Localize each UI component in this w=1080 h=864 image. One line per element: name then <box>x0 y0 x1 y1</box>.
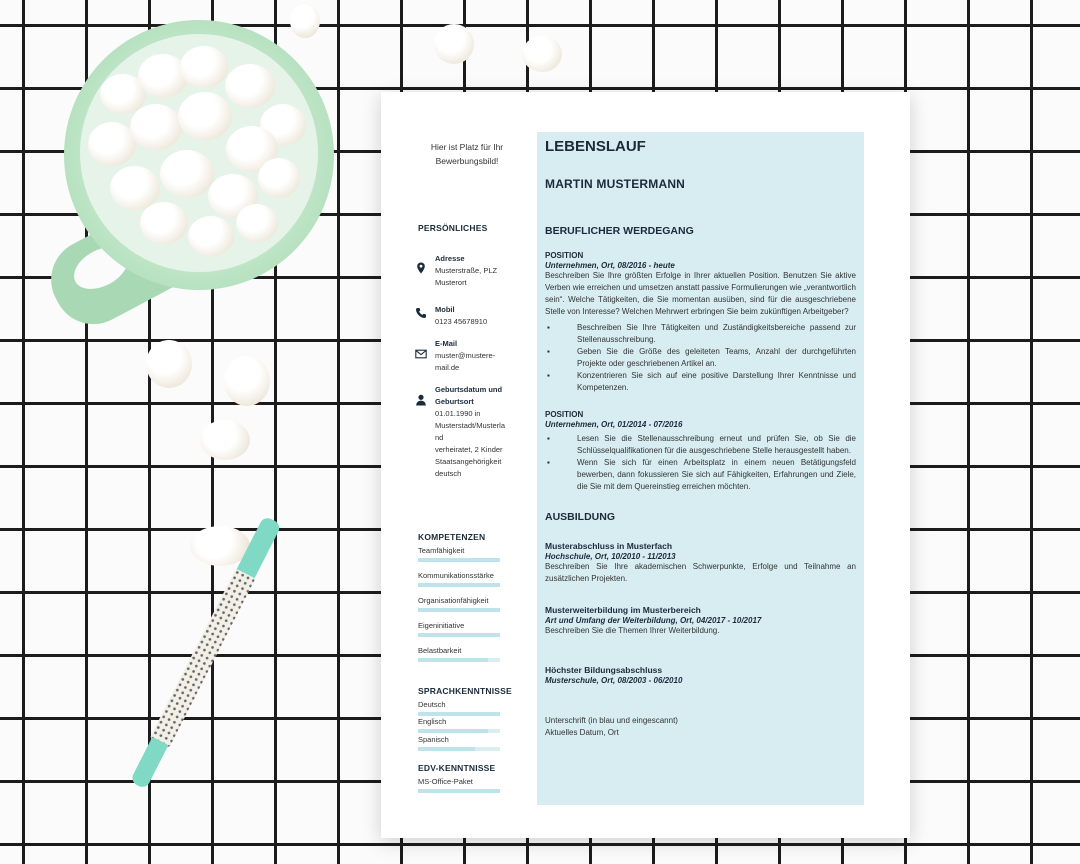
phone-block <box>435 304 525 328</box>
birth-line: verheiratet, 2 Kinder <box>435 445 503 454</box>
email-label: E-Mail <box>435 339 458 348</box>
education-title: Höchster Bildungsabschluss <box>545 665 663 675</box>
language-label: Englisch <box>418 717 447 726</box>
signature-line: Unterschrift (in blau und eingescannt) <box>545 716 678 725</box>
popcorn-piece <box>522 36 562 72</box>
skill-item <box>418 546 502 562</box>
job-bullet: ▪ Lesen Sie die Stellenausschreibung erneut und prüfen Sie, ob Sie die Schlüsselqualifikationen für die ausgeschriebene Stelle herausgestellt haben. <box>545 433 856 457</box>
education-section-title: AUSBILDUNG <box>545 511 615 523</box>
education-description: Beschreiben Sie Ihre akademischen Schwerpunkte, Erfolge und Teilnahme an zusätzlichen Projekten. <box>545 562 856 583</box>
job-bullet: ▪ Wenn Sie sich für einen Arbeitsplatz in einem neuen Betätigungsfeld bewerben, dann fokussieren Sie sich auf Fähigkeiten, Erfahrungen und Ziele, die Sie mit dem Quereinstieg erreichen möchten. <box>545 457 856 493</box>
birth-line: nd <box>435 433 444 442</box>
language-bar <box>418 729 500 733</box>
languages-section-title: SPRACHKENNTNISSE <box>418 686 512 696</box>
language-bar <box>418 712 500 716</box>
address-label: Adresse <box>435 254 465 263</box>
job-bullets <box>545 322 856 394</box>
skill-label: Eigeninitiative <box>418 621 465 630</box>
language-label: Spanisch <box>418 735 449 744</box>
popcorn-piece <box>290 4 320 38</box>
date-line: Aktuelles Datum, Ort <box>545 728 619 737</box>
job-description: Beschreiben Sie Ihre größten Erfolge in Ihrer aktuellen Position. Benutzen Sie aktive Verben wie erreichen und umsetzen anstatt passive Formulierungen wie „verantwortlich sein“. Welche Tätigkeiten, die Sie momentan ausüben, sind für die ausgeschriebene Stelle von Interesse? Welchen Mehrwert erbringen Sie beim zukünftigen Arbeitgeber? <box>545 271 856 316</box>
skill-item <box>418 646 502 662</box>
birth-label: Geburtsort <box>435 397 474 406</box>
birth-line: 01.01.1990 in <box>435 409 481 418</box>
address-line: Musterstraße, PLZ <box>435 266 498 275</box>
job-position: POSITION <box>545 410 584 419</box>
email-line: mail.de <box>435 363 460 372</box>
skill-item <box>418 571 502 587</box>
birth-line: Musterstadt/Musterla <box>435 421 506 430</box>
skill-bar <box>418 658 500 662</box>
education-meta: Musterschule, Ort, 08/2003 - 06/2010 <box>545 676 683 685</box>
popcorn-piece <box>200 420 250 460</box>
education-description: Beschreiben Sie die Themen Ihrer Weiterbildung. <box>545 626 720 635</box>
resume-page <box>381 92 910 838</box>
birth-line: deutsch <box>435 469 462 478</box>
job-position: POSITION <box>545 251 584 260</box>
skills-section-title: KOMPETENZEN <box>418 532 486 542</box>
language-item <box>418 717 502 733</box>
it-skill-label: MS-Office-Paket <box>418 777 473 786</box>
it-section-title: EDV-KENNTNISSE <box>418 763 496 773</box>
address-block <box>435 253 525 289</box>
job-bullet: ▪ Geben Sie die Größe des geleiteten Teams, Anzahl der durchgeführten Projekte oder geschriebenen Artikel an. <box>545 346 856 370</box>
it-skill-bar <box>418 789 500 793</box>
popcorn-bowl-contents <box>80 34 318 272</box>
skill-label: Organisationfähigkeit <box>418 596 489 605</box>
job-meta: Unternehmen, Ort, 01/2014 - 07/2016 <box>545 420 683 429</box>
photo-placeholder: Hier ist Platz für Ihr Bewerbungsbild! <box>430 142 504 166</box>
education-title: Musterweiterbildung im Musterbereich <box>545 605 701 615</box>
phone-label: Mobil <box>435 305 455 314</box>
language-label: Deutsch <box>418 700 446 709</box>
skill-bar <box>418 583 500 587</box>
job-bullet: ▪ Beschreiben Sie Ihre Tätigkeiten und Zuständigkeitsbereiche passend zur Stellenausschreibung. <box>545 322 856 346</box>
birth-label: Geburtsdatum und <box>435 385 503 394</box>
email-block <box>435 338 525 374</box>
envelope-icon <box>415 348 427 360</box>
it-skill-item <box>418 777 502 793</box>
popcorn-piece <box>224 356 270 406</box>
education-title: Musterabschluss in Musterfach <box>545 541 673 551</box>
career-section-title: BERUFLICHER WERDEGANG <box>545 225 694 237</box>
skill-label: Teamfähigkeit <box>418 546 465 555</box>
popcorn-piece <box>146 340 192 388</box>
education-meta: Art und Umfang der Weiterbildung, Ort, 04/2017 - 10/2017 <box>545 616 762 625</box>
job-bullet: ▪ Konzentrieren Sie sich auf eine positive Darstellung Ihrer Kenntnisse und Kompetenzen. <box>545 370 856 394</box>
job-meta: Unternehmen, Ort, 08/2016 - heute <box>545 261 675 270</box>
birth-line: Staatsangehörigkeit <box>435 457 502 466</box>
skill-bar <box>418 608 500 612</box>
person-icon <box>415 394 427 406</box>
skill-bar <box>418 633 500 637</box>
skill-item <box>418 596 502 612</box>
applicant-name: MARTIN MUSTERMANN <box>545 177 686 191</box>
education-meta: Hochschule, Ort, 10/2010 - 11/2013 <box>545 552 676 561</box>
email-line: muster@mustere- <box>435 351 496 360</box>
job-bullets <box>545 433 856 493</box>
location-pin-icon <box>415 262 427 274</box>
language-bar <box>418 747 500 751</box>
skill-label: Kommunikationsstärke <box>418 571 494 580</box>
skill-bar <box>418 558 500 562</box>
document-title: LEBENSLAUF <box>545 138 646 155</box>
personal-section-title: PERSÖNLICHES <box>418 223 488 233</box>
language-item <box>418 700 502 716</box>
skill-label: Belastbarkeit <box>418 646 462 655</box>
phone-icon <box>415 307 427 319</box>
popcorn-piece <box>434 24 474 64</box>
resume-main-column <box>537 132 864 805</box>
phone-value: 0123 45678910 <box>435 317 488 326</box>
address-line: Musterort <box>435 278 467 287</box>
resume-sidebar <box>381 92 537 838</box>
birth-block <box>435 384 525 480</box>
language-item <box>418 735 502 751</box>
skill-item <box>418 621 502 637</box>
